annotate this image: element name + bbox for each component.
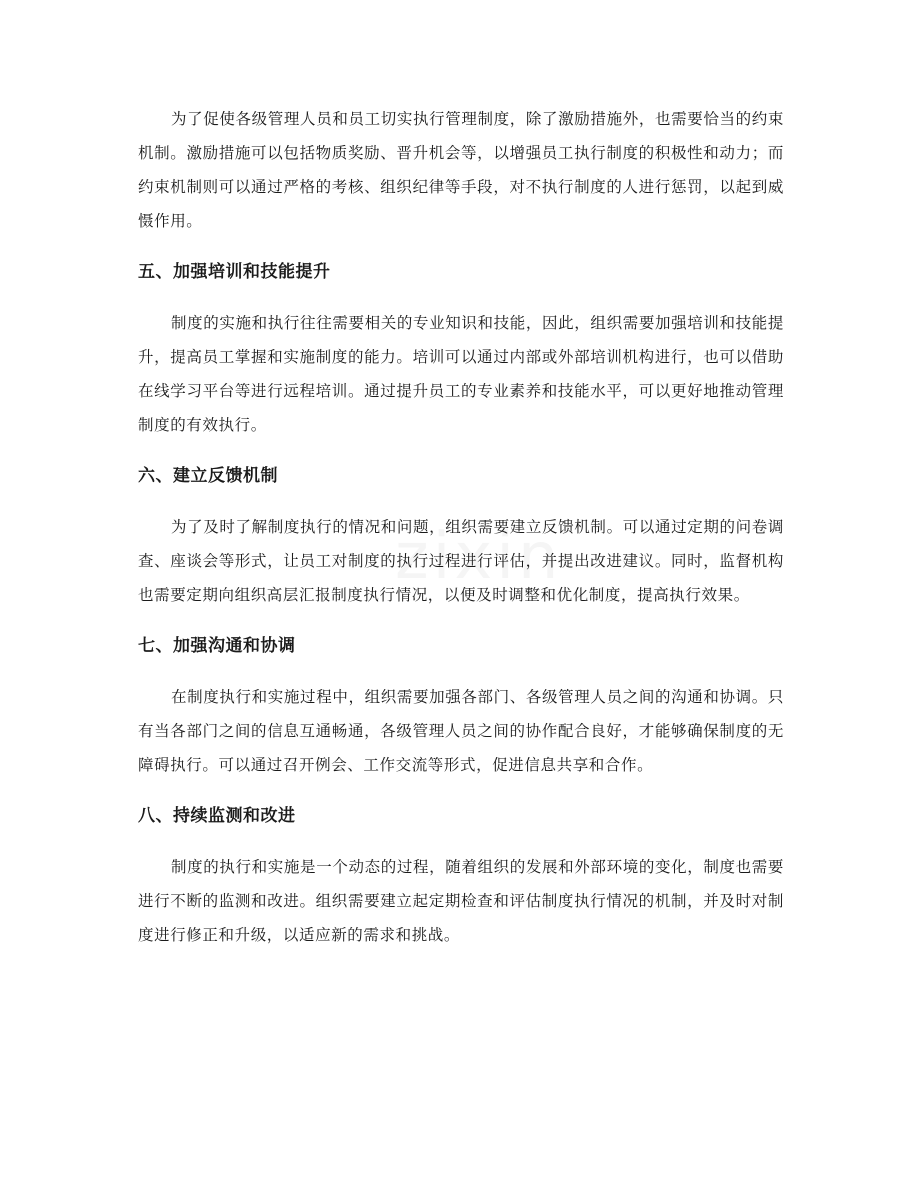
section-paragraph-5: 制度的实施和执行往往需要相关的专业知识和技能，因此，组织需要加强培训和技能提升，提高员工掌握和实施制度的能力。培训可以通过内部或外部培训机构进行，也可以借助在线学习平台等进行远程培训。通过提升员工的专业素养和技能水平，可以更好地推动管理制度的有效执行。: [138, 314, 784, 434]
section-paragraph-8: 制度的执行和实施是一个动态的过程，随着组织的发展和外部环境的变化，制度也需要进行不断的监测和改进。组织需要建立起定期检查和评估制度执行情况的机制，并及时对制度进行修正和升级，以适应新的需求和挑战。: [138, 858, 784, 944]
section-heading-6: 六、建立反馈机制: [138, 466, 278, 486]
section-paragraph-6: 为了及时了解制度执行的情况和问题，组织需要建立反馈机制。可以通过定期的问卷调查、座谈会等形式，让员工对制度的执行过程进行评估，并提出改进建议。同时，监督机构也需要定期向组织高层汇报制度执行情况，以便及时调整和优化制度，提高执行效果。: [138, 518, 784, 604]
section-paragraph-7: 在制度执行和实施过程中，组织需要加强各部门、各级管理人员之间的沟通和协调。只有当各部门之间的信息互通畅通，各级管理人员之间的协作配合良好，才能够确保制度的无障碍执行。可以通过召开例会、工作交流等形式，促进信息共享和合作。: [138, 688, 784, 774]
intro-paragraph: 为了促使各级管理人员和员工切实执行管理制度，除了激励措施外，也需要恰当的约束机制。激励措施可以包括物质奖励、晋升机会等，以增强员工执行制度的积极性和动力；而约束机制则可以通过严格的考核、组织纪律等手段，对不执行制度的人进行惩罚，以起到威慑作用。: [138, 110, 784, 230]
document-body: [138, 102, 784, 952]
section-heading-5: 五、加强培训和技能提升: [138, 262, 331, 282]
section-heading-7: 七、加强沟通和协调: [138, 636, 296, 656]
watermark: zixin: [395, 520, 563, 594]
section-heading-8: 八、持续监测和改进: [138, 806, 296, 826]
